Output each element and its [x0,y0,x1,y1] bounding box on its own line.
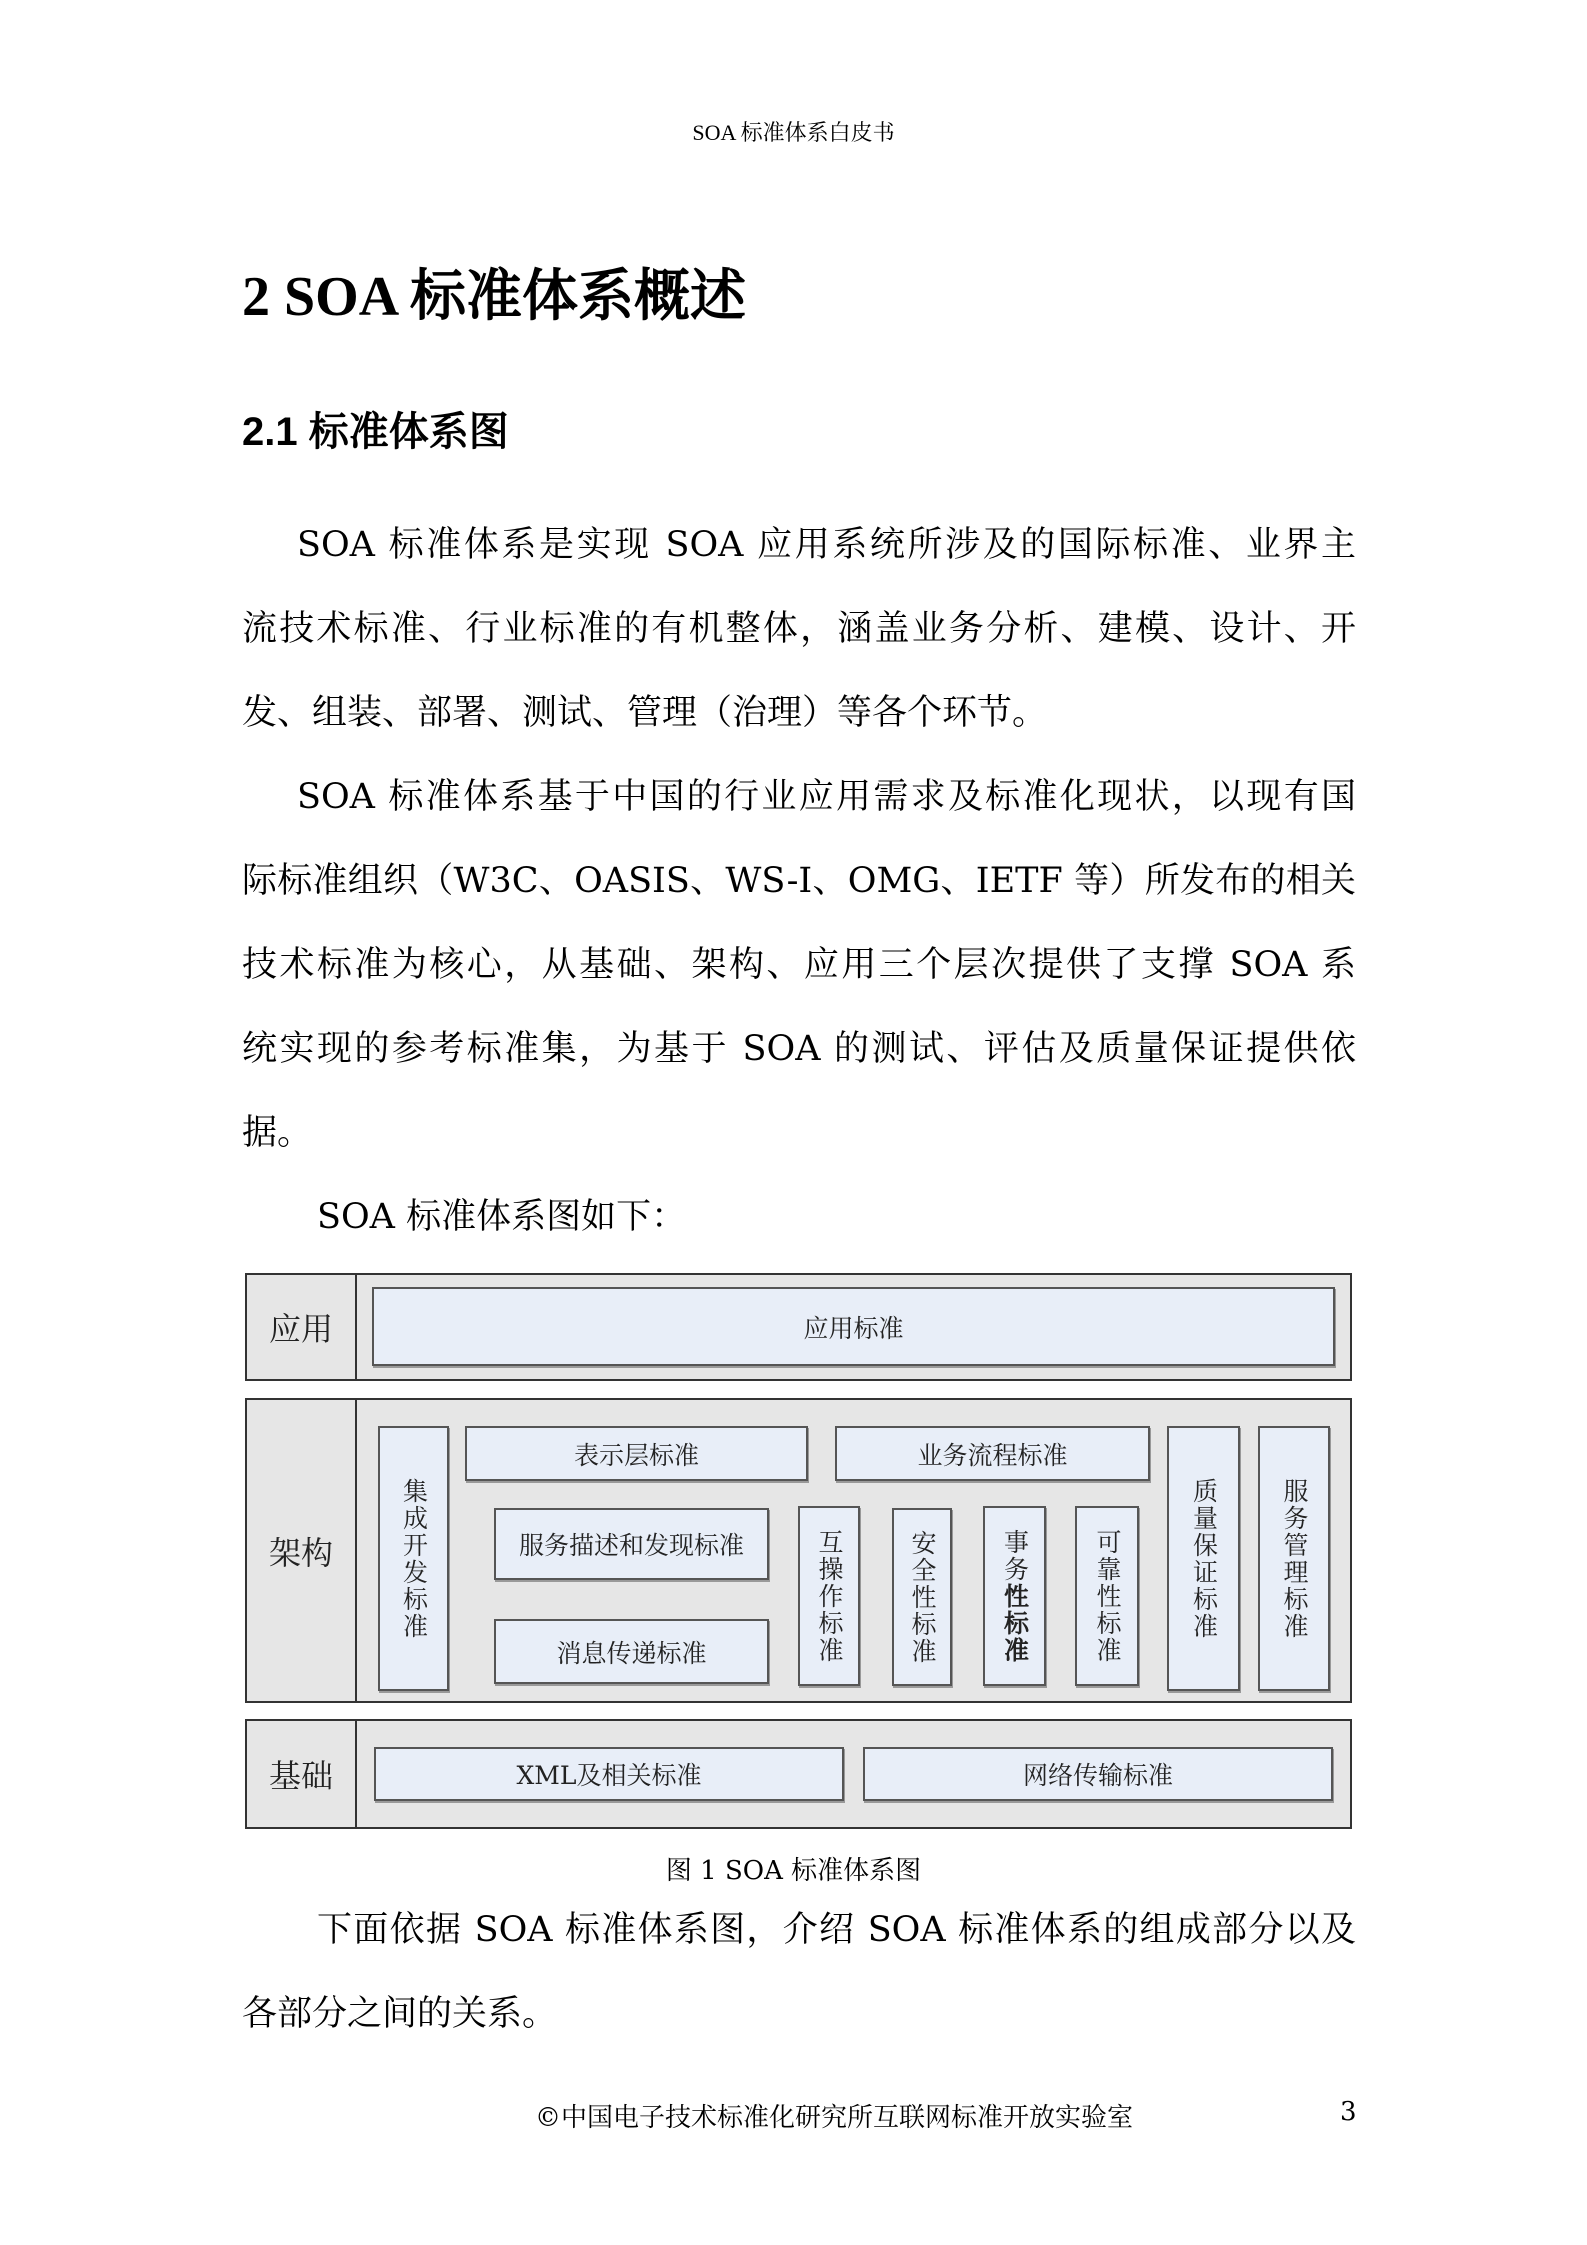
figure-caption: 图 1 SOA 标准体系图 [665,1856,922,1886]
transaction-box [983,1506,1046,1686]
reliability-box [1075,1506,1139,1686]
box-label: 安全性标准 [908,1529,937,1665]
layer-label: 应用 [247,1275,357,1379]
box-label: 互操作标准 [815,1528,844,1664]
layer-label: 基础 [247,1721,357,1827]
closing-text [242,1888,1356,2056]
interoperability-box [798,1506,860,1686]
running-header: SOA 标准体系白皮书 [692,120,895,145]
paragraph-line: 技术标准为核心，从基础、架构、应用三个层次提供了支撑 SOA 系 [242,945,1356,985]
paragraph-line: 际标准组织（W3C、OASIS、WS-I、OMG、IETF 等）所发布的相关 [242,861,1356,901]
paragraph-line: 据。 [242,1113,313,1153]
paragraph-line: SOA 标准体系基于中国的行业应用需求及标准化现状，以现有国 [297,777,1356,817]
paragraph-line: SOA 标准体系图如下： [317,1197,687,1237]
chapter-title: 2 SOA 标准体系概述 [242,266,747,328]
xml-standards-box: XML及相关标准 [374,1747,844,1801]
service-management-box [1258,1426,1330,1691]
security-box [892,1508,952,1686]
box-label: 集成开发标准 [399,1477,429,1640]
quality-assurance-box [1167,1426,1240,1691]
network-transport-box: 网络传输标准 [863,1747,1333,1801]
footer-text: ©中国电子技术标准化研究所互联网标准开放实验室 [534,2103,1133,2133]
layer-label: 架构 [247,1400,357,1701]
service-description-box: 服务描述和发现标准 [494,1508,769,1580]
body-text [242,503,1356,1259]
paragraph-line: 统实现的参考标准集，为基于 SOA 的测试、评估及质量保证提供依 [242,1029,1356,1069]
application-standards-box: 应用标准 [372,1287,1335,1366]
page-number: 3 [1340,2097,1357,2127]
label-part-bold: 性标准 [1000,1582,1030,1664]
label-part: 事务 [1000,1528,1030,1583]
box-label: 可靠性标准 [1093,1528,1122,1664]
section-heading: 2.1 标准体系图 [242,410,509,454]
paragraph-line: SOA 标准体系是实现 SOA 应用系统所涉及的国际标准、业界主 [297,525,1356,565]
integration-standards-box [378,1426,449,1691]
presentation-standards-box: 表示层标准 [465,1426,808,1481]
messaging-standards-box: 消息传递标准 [494,1619,769,1684]
paragraph-line: 各部分之间的关系。 [242,1994,558,2034]
box-label [997,1529,1033,1664]
box-label: 服务管理标准 [1280,1477,1309,1640]
paragraph-line: 下面依据 SOA 标准体系图，介绍 SOA 标准体系的组成部分以及 [317,1910,1356,1950]
box-label: 质量保证标准 [1189,1477,1219,1640]
paragraph-line: 发、组装、部署、测试、管理（治理）等各个环节。 [242,693,1048,733]
paragraph-line: 流技术标准、行业标准的有机整体，涵盖业务分析、建模、设计、开 [242,609,1356,649]
business-process-standards-box: 业务流程标准 [835,1426,1150,1481]
